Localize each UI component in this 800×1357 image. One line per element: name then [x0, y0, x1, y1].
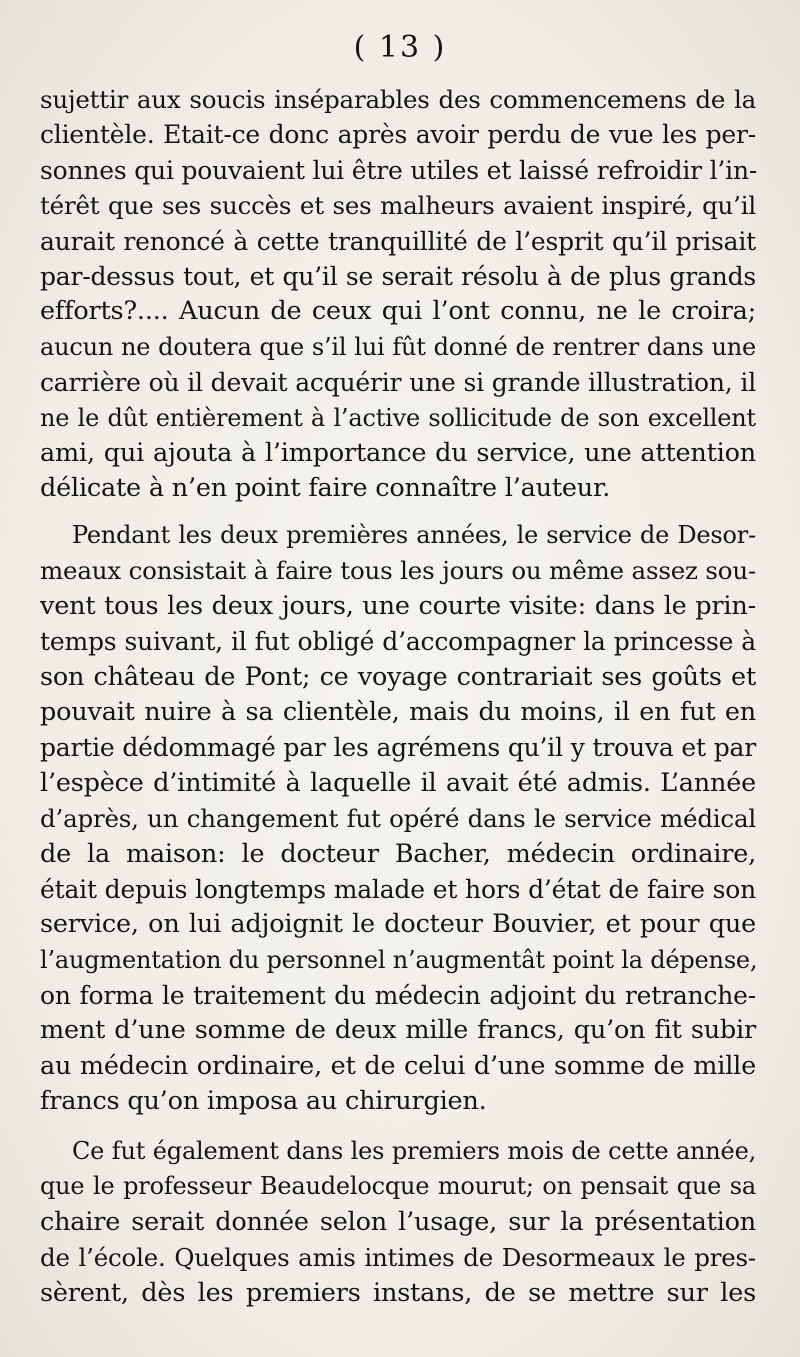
- text-line: de l’école. Quelques amis intimes de Desormeaux le pres-: [40, 1243, 756, 1273]
- page-number: ( 13 ): [353, 30, 447, 65]
- text-line: partie dédommagé par les agrémens qu’il y trouva et par: [40, 733, 756, 763]
- text-line: on forma le traitement du médecin adjoint du retranche-: [40, 981, 756, 1011]
- text-line: aucun ne doutera que s’il lui fût donné de rentrer dans une: [40, 332, 756, 361]
- text-line: était depuis longtemps malade et hors d’état de faire son: [40, 874, 756, 904]
- text-line: d’après, un changement fut opéré dans le service médical: [40, 804, 756, 834]
- text-line: sujettir aux soucis inséparables des commencemens de la: [40, 85, 756, 114]
- text-line: vent tous les deux jours, une courte visite: dans le prin-: [40, 590, 756, 621]
- text-line: que le professeur Beaudelocque mourut; on pensait que sa: [40, 1172, 756, 1201]
- text-line: service, on lui adjoignit le docteur Bouvier, et pour que: [40, 909, 756, 940]
- text-line: efforts?.... Aucun de ceux qui l’ont connu, ne le croira;: [40, 296, 756, 327]
- text-line: ami, qui ajouta à l’importance du service, une attention: [40, 437, 756, 468]
- text-line: ment d’une somme de deux mille francs, qu’on fit subir: [40, 1015, 756, 1046]
- text-line: au médecin ordinaire, et de celui d’une somme de mille: [40, 1050, 756, 1081]
- text-line: Pendant les deux premières années, le service de Desor-: [72, 521, 756, 549]
- text-line: l’augmentation du personnel n’augmentât point la dépense,: [40, 945, 758, 974]
- text-line: pouvait nuire à sa clientèle, mais du moins, il en fut en: [40, 696, 756, 727]
- paragraph-2: [40, 518, 756, 1120]
- text-line: de la maison: le docteur Bacher, médecin ordinaire,: [40, 838, 756, 869]
- text-line: aurait renoncé à cette tranquillité de l’esprit qu’il prisait: [40, 226, 756, 256]
- text-line: par-dessus tout, et qu’il se serait résolu à de plus grands: [40, 261, 756, 291]
- text-line: clientèle. Etait-ce donc après avoir perdu de vue les per-: [40, 120, 756, 150]
- paragraph-3: [40, 1134, 756, 1311]
- text-line: chaire serait donnée selon l’usage, sur la présentation: [40, 1206, 756, 1237]
- text-line: carrière où il devait acquérir une si grande illustration, il: [40, 368, 756, 398]
- text-line: sèrent, dès les premiers instans, de se mettre sur les: [40, 1277, 756, 1308]
- text-line: meaux consistait à faire tous les jours ou même assez sou-: [40, 556, 756, 586]
- text-line: temps suivant, il fut obligé d’accompagner la princesse à: [40, 627, 756, 657]
- text-line: délicate à n’en point faire connaître l’auteur.: [40, 473, 611, 504]
- text-line: francs qu’on imposa au chirurgien.: [40, 1086, 487, 1117]
- text-line: Ce fut également dans les premiers mois de cette année,: [72, 1137, 756, 1165]
- text-line: l’espèce d’intimité à laquelle il avait été admis. L’année: [40, 767, 756, 798]
- text-line: sonnes qui pouvaient lui être utiles et laissé refroidir l’in-: [40, 155, 758, 185]
- text-line: térêt que ses succès et ses malheurs avaient inspiré, qu’il: [40, 191, 756, 221]
- paragraph-1: [40, 82, 756, 507]
- text-line: son château de Pont; ce voyage contrariait ses goûts et: [40, 661, 756, 692]
- text-line: ne le dût entièrement à l’active sollicitude de son excellent: [40, 403, 756, 432]
